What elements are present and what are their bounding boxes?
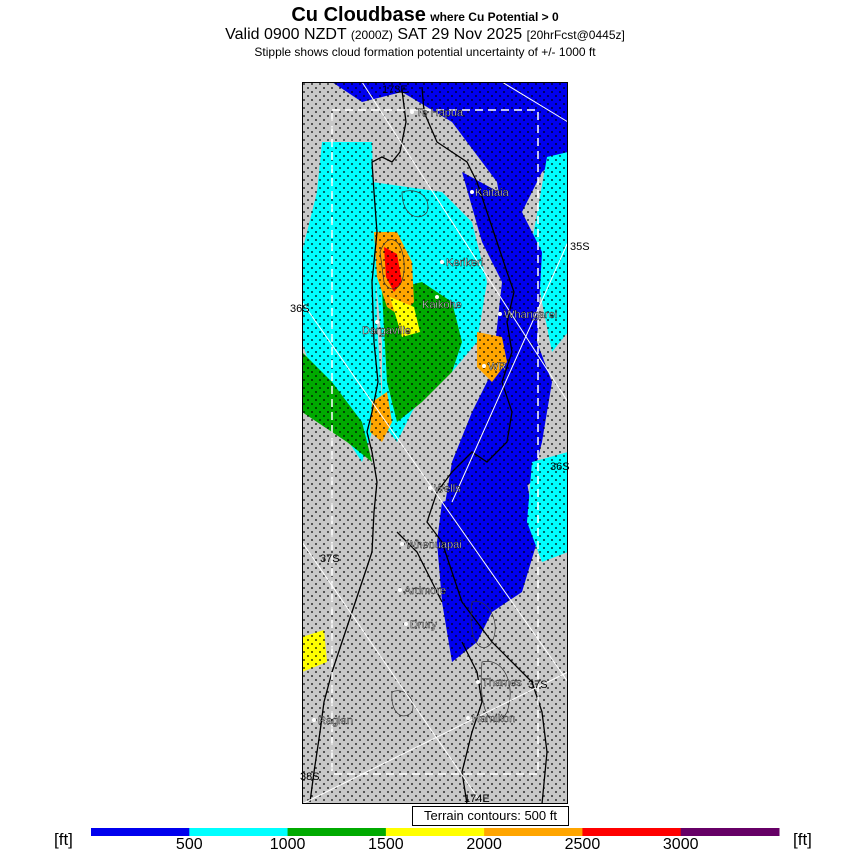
place-waipu: WR [488,361,507,373]
scale-tick-label: 3000 [662,836,699,853]
stipple-note: Stipple shows cloud formation potential uncertainty of +/- 1000 ft [254,45,596,59]
label-37s-left: 37S [320,553,340,565]
marker-waipu [482,364,486,368]
place-raglan: Raglan [318,715,353,727]
scale-segment [386,828,485,836]
title-qualifier: where Cu Potential > 0 [430,10,559,24]
scale-tick-label: 500 [175,836,203,853]
stipple-overlay [302,82,568,804]
place-hamilton: Hamilton [472,713,516,725]
scale-segment [681,828,780,836]
marker-drury [404,622,408,626]
scale-tick-label: 1000 [269,836,306,853]
scale-segment [288,828,387,836]
place-whenuapai: Whenuapai [406,539,462,551]
scale-tick-label: 2000 [466,836,502,853]
color-scale [91,828,779,836]
place-kaitaia: Kaitaia [475,187,509,199]
label-38s: 38S [300,771,320,783]
label-174e: 174E [464,793,490,805]
forecast-info: [20hrFcst@0445z] [526,28,625,42]
map-title [0,4,850,27]
scale-segment [189,828,288,836]
place-dargaville: Dargaville [362,325,411,337]
scale-tick-label: 1500 [368,836,404,853]
place-kerikeri: Kerikeri [446,257,484,269]
label-36s-right: 36S [550,461,570,473]
marker-wellsford [428,486,432,490]
label-35s: 35S [570,241,590,253]
cloudbase-map [290,82,590,805]
marker-whangarei [498,312,502,316]
label-36s-left: 36S [290,303,310,315]
place-ardmore: Ardmore [404,585,447,597]
scale-segment [91,828,190,836]
place-wellsford: Wells [434,483,461,495]
marker-whenuapai [400,542,404,546]
scale-unit-left: [ft] [54,830,73,849]
place-te-hapua: Te Hapua [416,107,464,119]
label-173e: 173E [382,84,408,97]
scale-tick-label: 2500 [564,836,601,853]
label-37s-right: 37S [528,679,548,691]
marker-ardmore [398,588,402,592]
marker-kerikeri [440,260,444,264]
place-drury: Drury [410,619,437,631]
place-kaikohe: Kaikohe [422,299,462,311]
marker-thames [476,680,480,684]
marker-raglan [312,718,316,722]
marker-hamilton [466,716,470,720]
place-whangarei: Whangarei [504,309,558,321]
scale-segment [484,828,583,836]
valid-main: Valid 0900 NZDT [225,26,347,43]
place-thames: Thames [482,677,522,689]
valid-date: SAT 29 Nov 2025 [397,26,523,43]
scale-unit-right: [ft] [793,830,812,849]
terrain-note: Terrain contours: 500 ft [412,806,569,826]
marker-te-hapua [410,110,414,114]
marker-dargaville [375,320,379,324]
title-main: Cu Cloudbase [291,4,426,26]
valid-utc: (2000Z) [350,28,393,42]
valid-time [0,26,850,44]
marker-kaitaia [470,190,474,194]
scale-segment [582,828,681,836]
